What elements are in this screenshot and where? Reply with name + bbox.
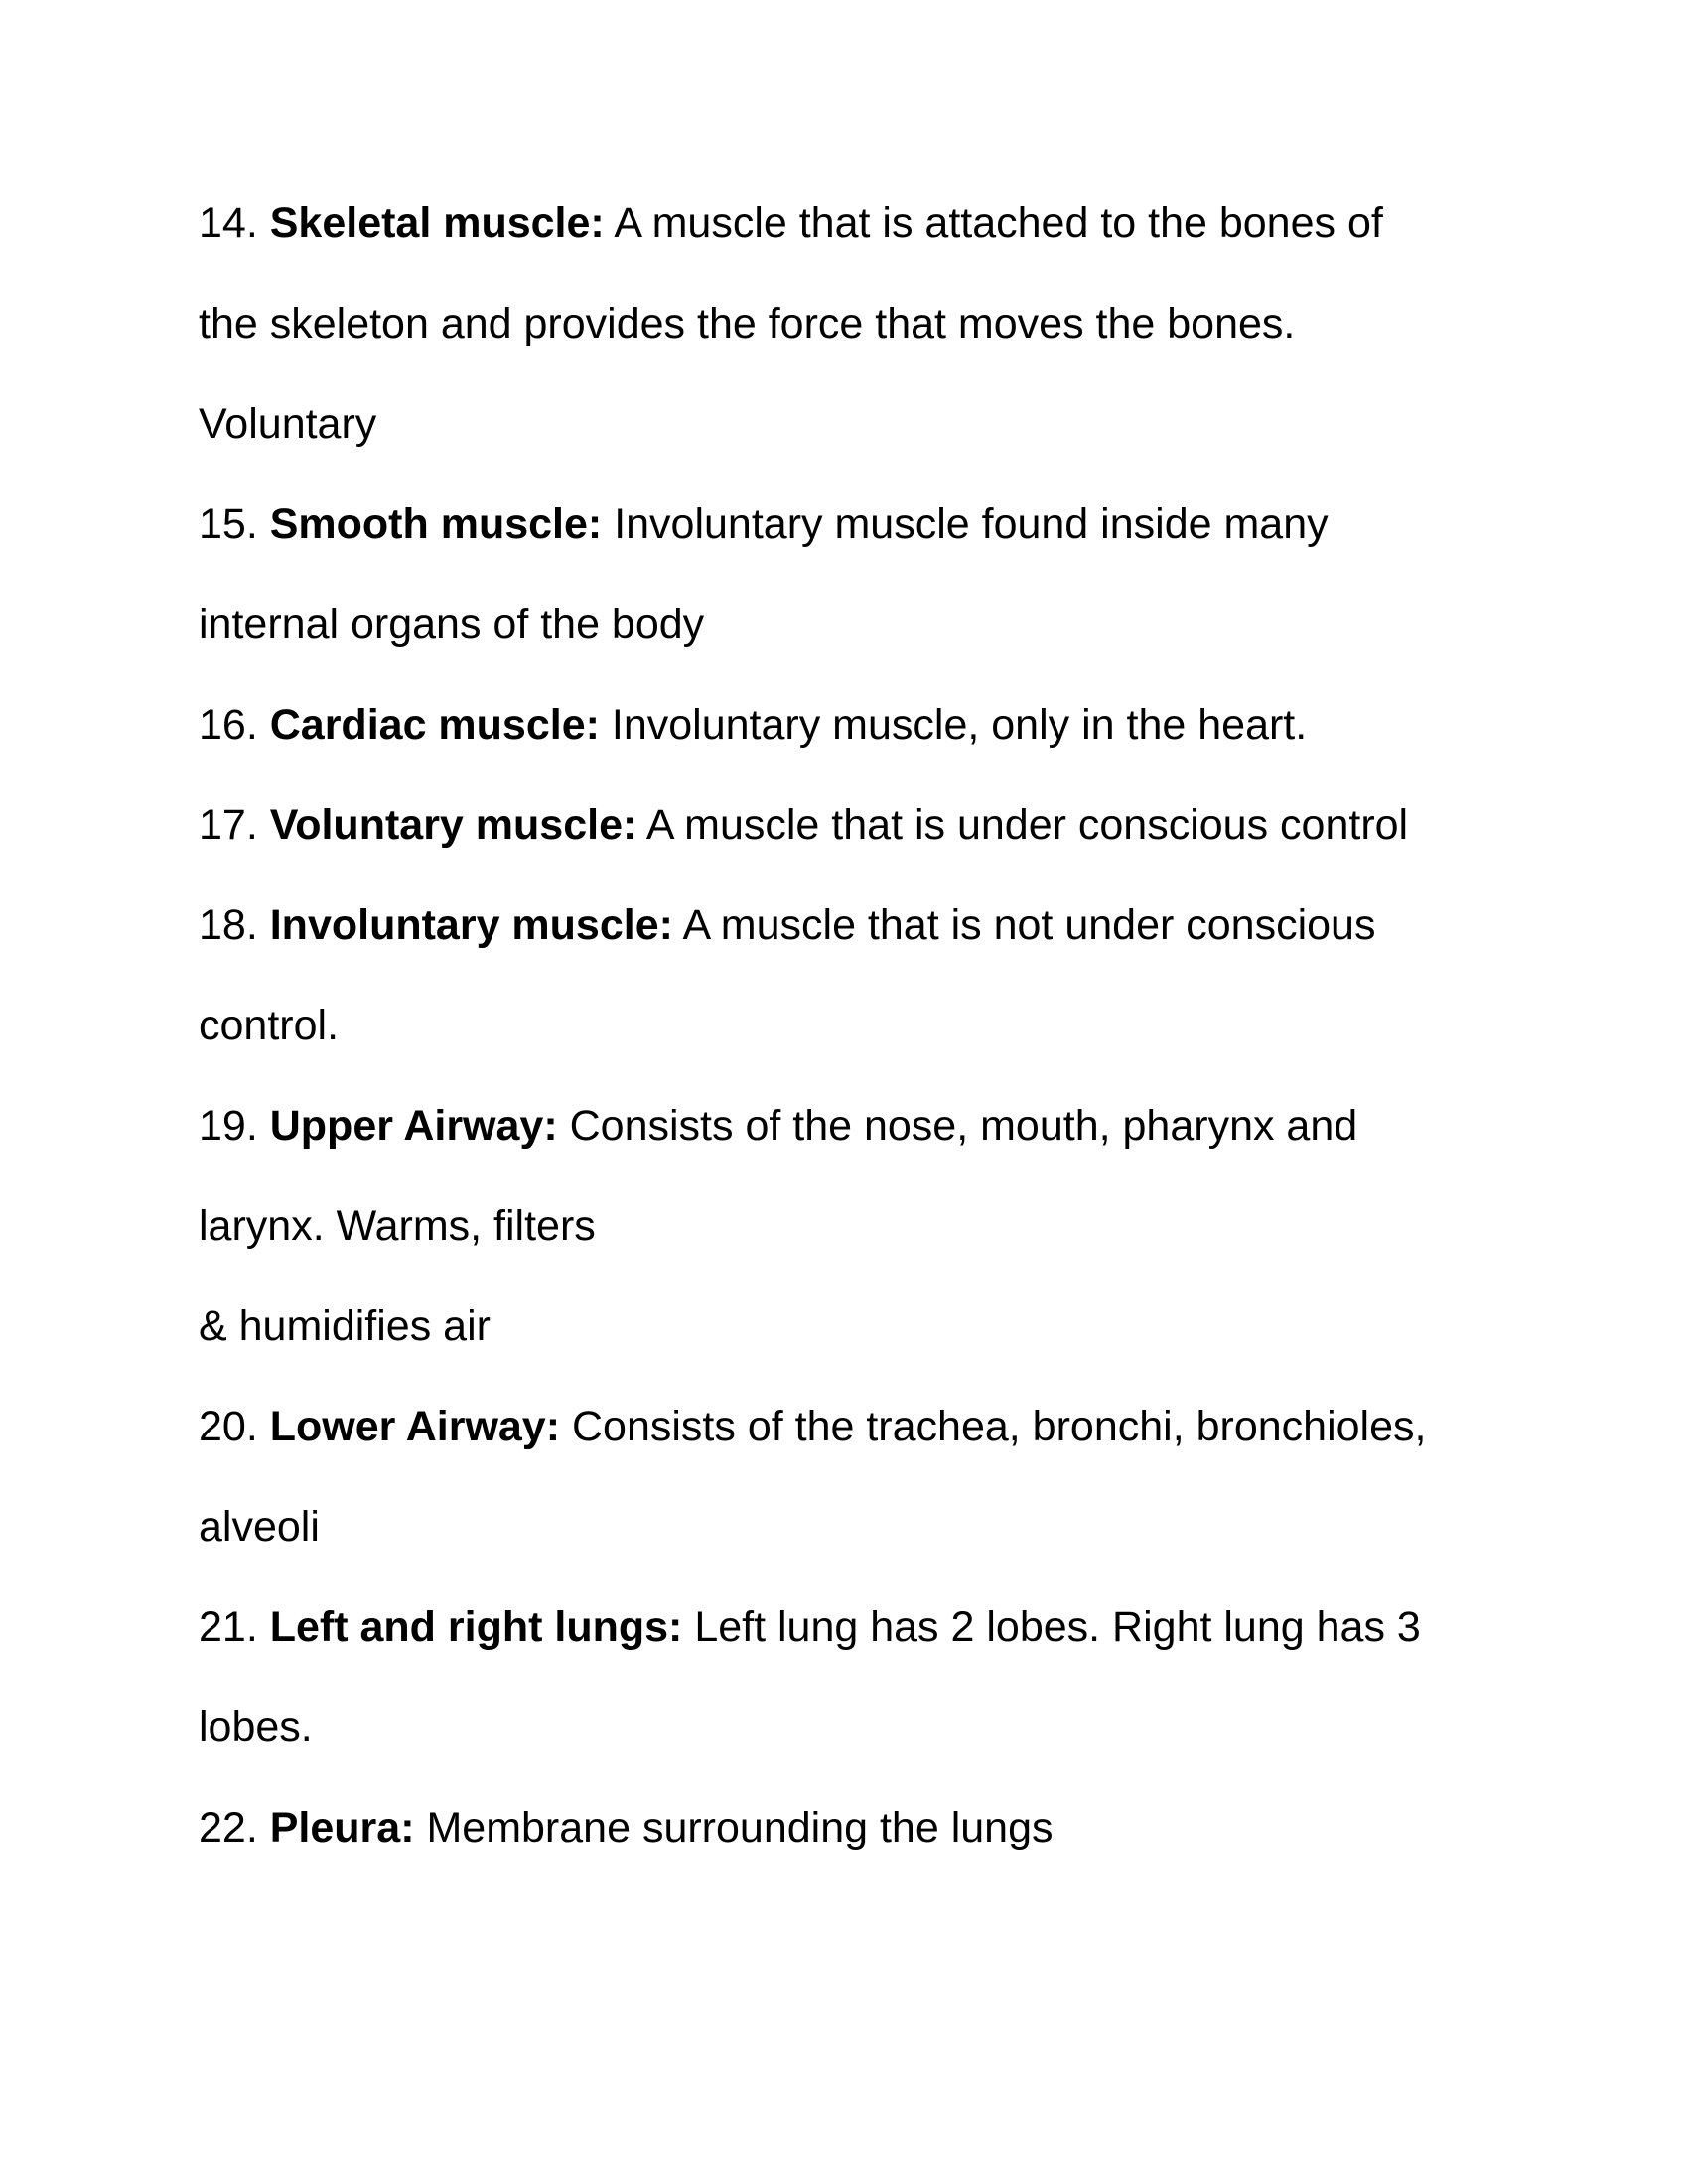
term-17-line-1 bbox=[199, 800, 1408, 850]
term-number: 20. bbox=[199, 1403, 258, 1450]
term-number: 15. bbox=[199, 500, 258, 548]
term-definition: Left lung has 2 lobes. Right lung has 3 bbox=[694, 1603, 1421, 1651]
term-14-line-3 bbox=[199, 399, 376, 449]
term-21-line-2 bbox=[199, 1703, 313, 1752]
term-definition: Consists of the nose, mouth, pharynx and bbox=[569, 1102, 1358, 1150]
term-definition: alveoli bbox=[199, 1503, 320, 1551]
term-heading: Cardiac muscle: bbox=[269, 701, 600, 749]
term-heading: Voluntary muscle: bbox=[269, 801, 637, 849]
term-number: 21. bbox=[199, 1603, 258, 1651]
term-definition: Consists of the trachea, bronchi, bronchioles, bbox=[572, 1403, 1427, 1450]
term-18-line-1 bbox=[199, 900, 1375, 950]
term-19-line-2 bbox=[199, 1201, 596, 1251]
term-definition: Involuntary muscle found inside many bbox=[614, 500, 1329, 548]
term-definition: lobes. bbox=[199, 1704, 313, 1751]
term-14-line-1 bbox=[199, 199, 1383, 248]
term-22-line-1 bbox=[199, 1803, 1054, 1852]
term-heading: Left and right lungs: bbox=[269, 1603, 683, 1651]
term-number: 22. bbox=[199, 1804, 258, 1851]
term-definition: Voluntary bbox=[199, 400, 377, 448]
term-16-line-1 bbox=[199, 700, 1307, 750]
term-definition: Membrane surrounding the lungs bbox=[426, 1804, 1054, 1851]
term-definition: control. bbox=[199, 1002, 340, 1049]
term-heading: Lower Airway: bbox=[269, 1403, 561, 1450]
term-number: 18. bbox=[199, 901, 258, 949]
term-definition: larynx. Warms, filters bbox=[199, 1202, 596, 1250]
term-heading: Pleura: bbox=[269, 1804, 415, 1851]
term-definition: internal organs of the body bbox=[199, 601, 705, 648]
term-19-line-3 bbox=[199, 1301, 491, 1351]
term-definition: & humidifies air bbox=[199, 1302, 491, 1350]
term-definition: Involuntary muscle, only in the heart. bbox=[611, 701, 1308, 749]
term-number: 17. bbox=[199, 801, 258, 849]
term-number: 16. bbox=[199, 701, 258, 749]
term-20-line-1 bbox=[199, 1402, 1426, 1451]
term-heading: Involuntary muscle: bbox=[269, 901, 673, 949]
term-20-line-2 bbox=[199, 1502, 320, 1552]
term-heading: Skeletal muscle: bbox=[269, 200, 605, 247]
term-14-line-2 bbox=[199, 299, 1295, 348]
term-19-line-1 bbox=[199, 1101, 1357, 1151]
term-number: 14. bbox=[199, 200, 258, 247]
term-definition: the skeleton and provides the force that moves the bones. bbox=[199, 300, 1296, 347]
term-18-line-2 bbox=[199, 1001, 339, 1050]
term-15-line-2 bbox=[199, 600, 704, 649]
term-heading: Smooth muscle: bbox=[269, 500, 603, 548]
term-21-line-1 bbox=[199, 1602, 1421, 1652]
term-definition: A muscle that is under conscious control bbox=[645, 801, 1409, 849]
term-definition: A muscle that is not under conscious bbox=[682, 901, 1376, 949]
term-number: 19. bbox=[199, 1102, 258, 1150]
term-15-line-1 bbox=[199, 499, 1329, 549]
term-heading: Upper Airway: bbox=[269, 1102, 558, 1150]
term-definition: A muscle that is attached to the bones of bbox=[614, 200, 1383, 247]
